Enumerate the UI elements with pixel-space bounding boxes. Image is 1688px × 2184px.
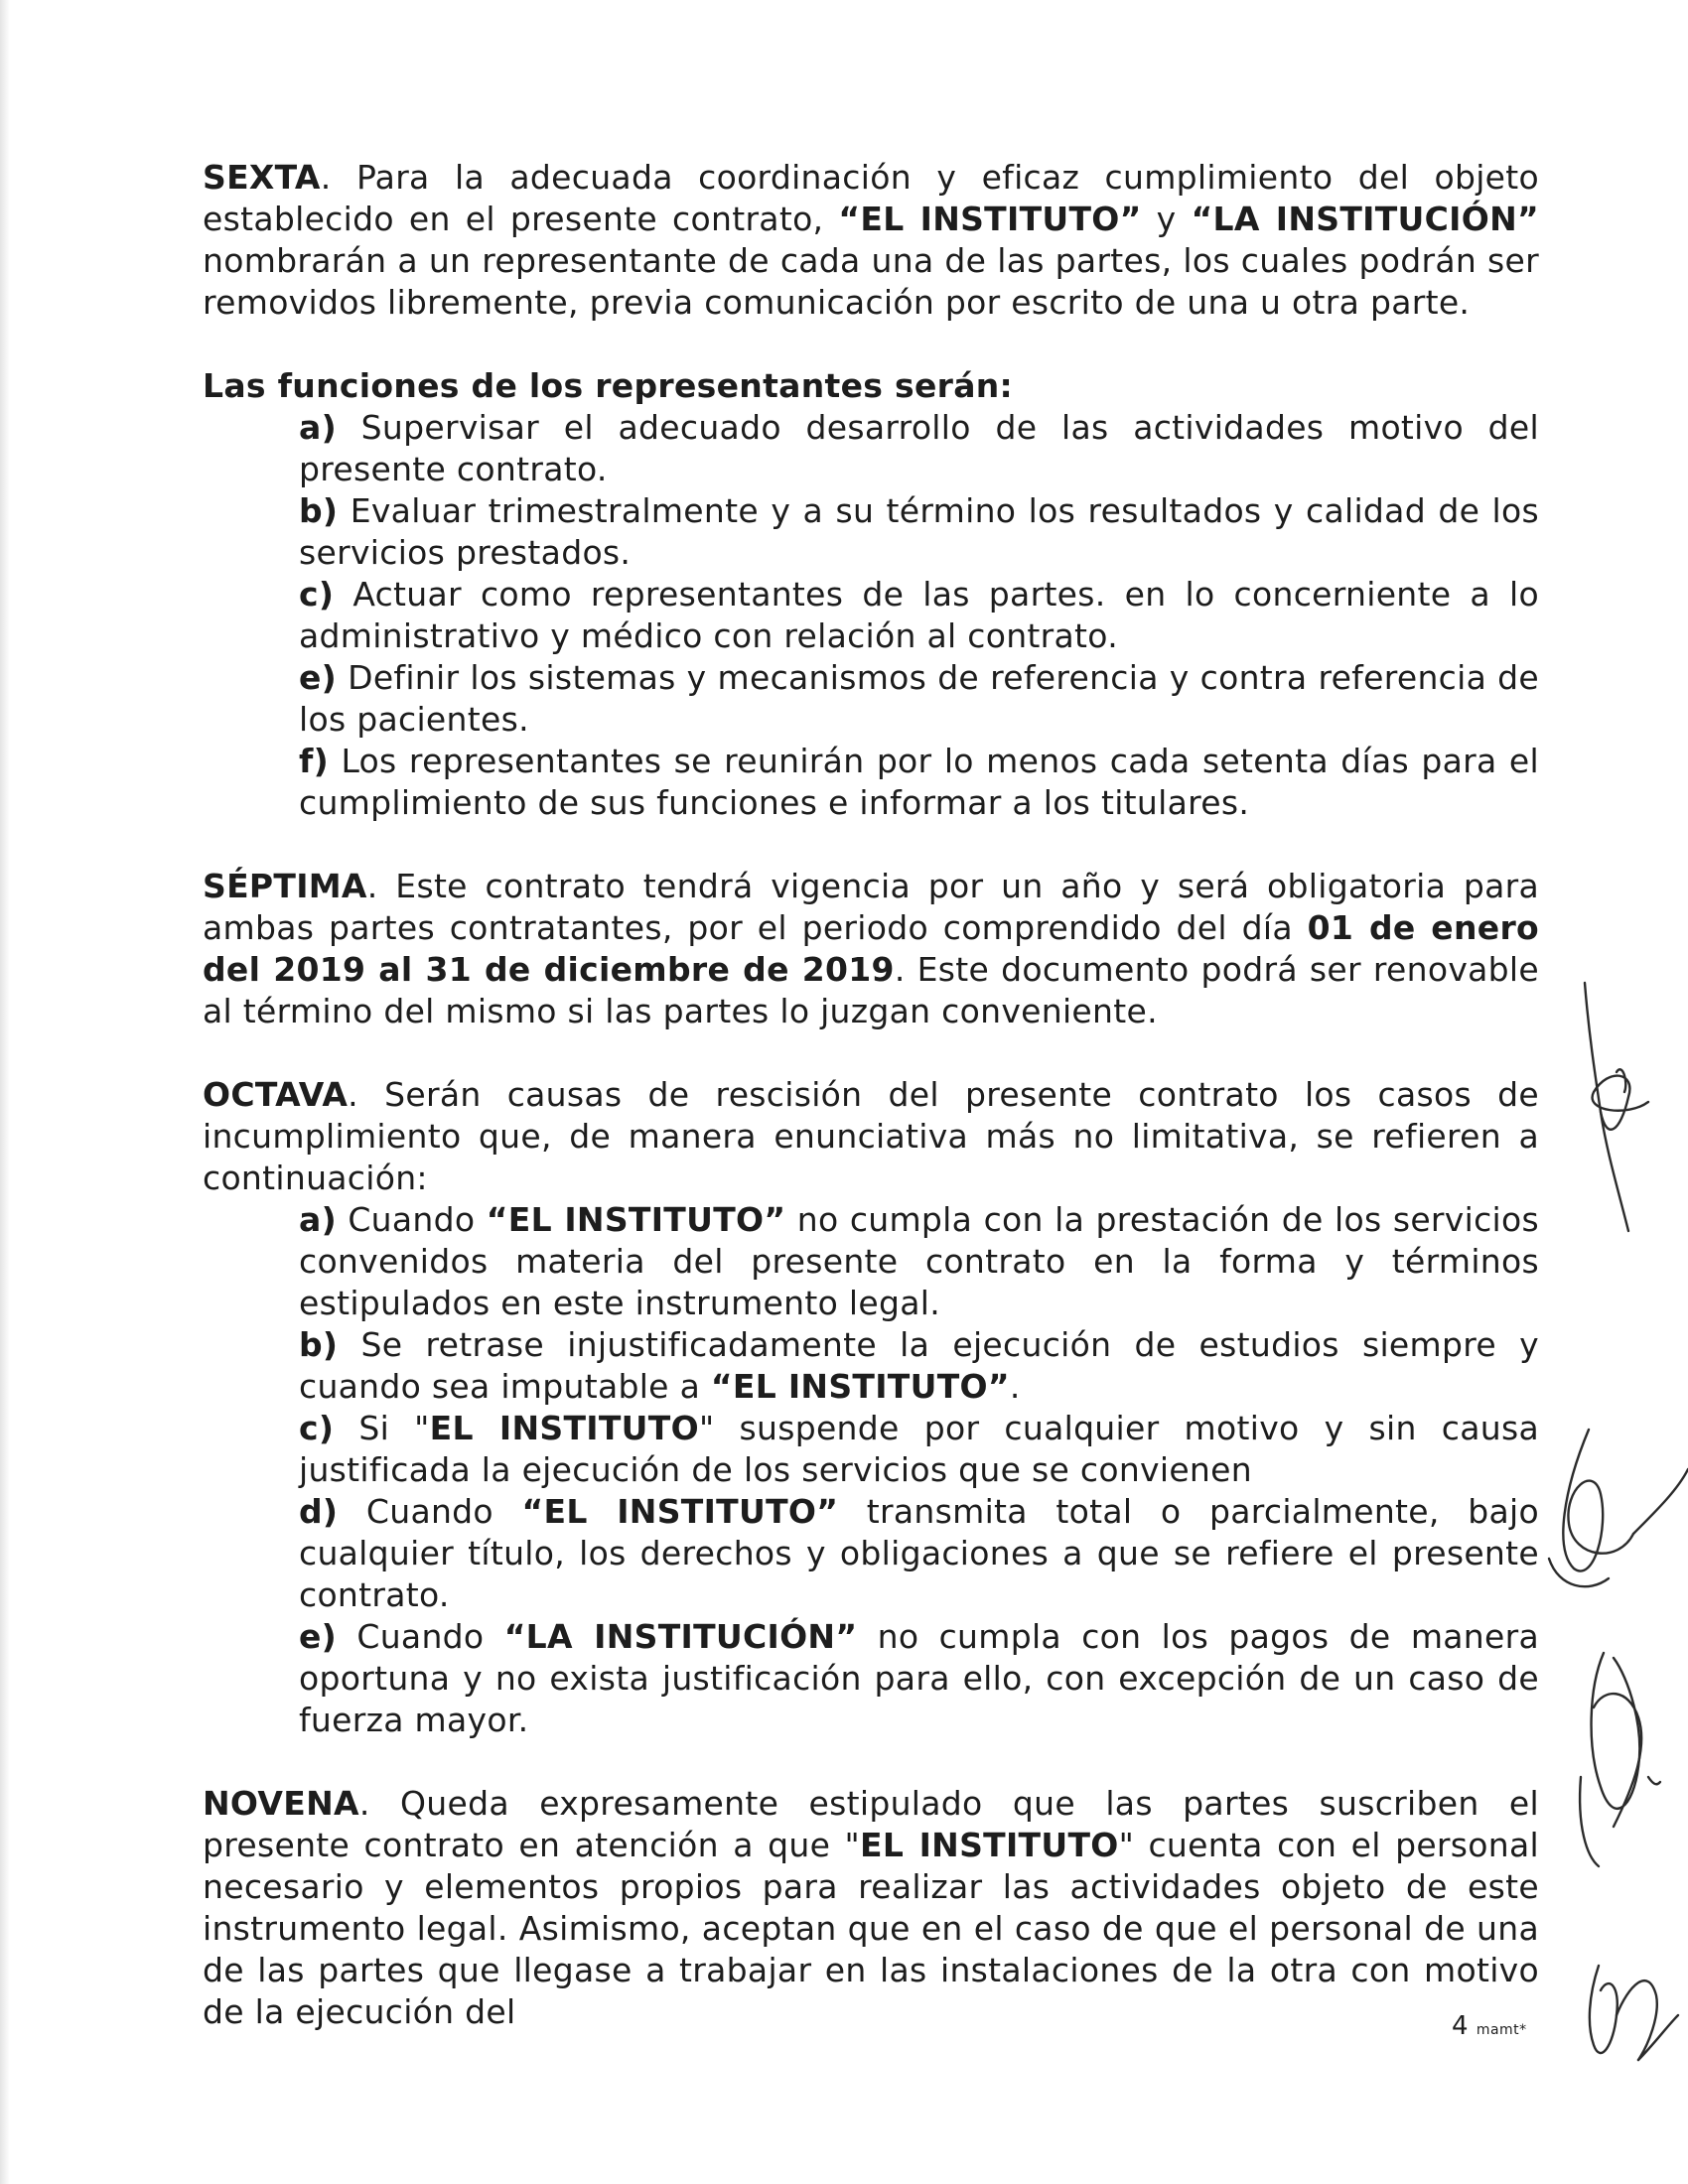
clause-label: NOVENA	[203, 1784, 359, 1823]
clause-label: OCTAVA	[203, 1075, 349, 1114]
clause-label: SEXTA	[203, 158, 321, 197]
item-letter: c)	[299, 1409, 335, 1447]
item-text: Se retrase injustificadamente la ejecución de estudios siempre y cuando sea imputable a	[299, 1325, 1539, 1406]
party-name: “LA INSTITUCIÓN”	[1191, 200, 1539, 238]
clause-label: SÉPTIMA	[203, 867, 367, 905]
list-item	[299, 407, 1539, 490]
list-item	[299, 574, 1539, 657]
item-text: Definir los sistemas y mecanismos de referencia y contra referencia de los pacientes.	[299, 658, 1539, 739]
item-text: Cuando	[336, 1200, 487, 1239]
clause-text: . Para la adecuada coordinación y eficaz cumplimiento del objeto establecido en el presente contrato,	[203, 158, 1539, 238]
item-text: Actuar como representantes de las partes. en lo concerniente a lo administrativo y médico con relación al contrato.	[299, 575, 1539, 655]
item-text: Los representantes se reunirán por lo menos cada setenta días para el cumplimiento de sus funciones e informar a los titulares.	[299, 742, 1539, 822]
section-heading: Las funciones de los representantes serán:	[203, 366, 1014, 405]
clause-text: . Queda expresamente estipulado que las partes suscriben el presente contrato en atención a que "	[203, 1784, 1539, 1864]
item-text: Evaluar trimestralmente y a su término los resultados y calidad de los servicios prestados.	[299, 491, 1539, 572]
list-item	[299, 741, 1539, 824]
party-name: “EL INSTITUTO”	[710, 1367, 1010, 1406]
list-item	[299, 490, 1539, 574]
item-text: Cuando	[337, 1617, 504, 1656]
list-item	[299, 1199, 1539, 1324]
list-item	[299, 1408, 1539, 1491]
list-item	[299, 1616, 1539, 1741]
party-name: “LA INSTITUCIÓN”	[503, 1617, 858, 1656]
item-text: no cumpla con la prestación de los servicios convenidos materia del presente contrato en la forma y términos estipulados en este instrumento legal.	[299, 1200, 1539, 1322]
clause-text: . Serán causas de rescisión del presente contrato los casos de incumplimiento que, de manera enunciativa más no limitativa, se refieren a continuación:	[203, 1075, 1539, 1197]
signature-4	[1590, 1966, 1678, 2060]
clause-octava	[203, 1074, 1539, 1199]
item-letter: e)	[299, 1617, 338, 1656]
item-letter: e)	[299, 658, 338, 697]
clause-text: . Este documento podrá ser renovable al término del mismo si las partes lo juzgan conveniente.	[203, 950, 1539, 1030]
item-letter: f)	[299, 742, 330, 780]
item-letter: b)	[299, 1325, 339, 1364]
clause-text: y	[1141, 200, 1192, 238]
item-text: transmita total o parcialmente, bajo cualquier título, los derechos y obligaciones a que se refiere el presente contrato.	[299, 1492, 1539, 1614]
signature-2	[1549, 1430, 1688, 1586]
clause-text: " cuenta con el personal necesario y elementos propios para realizar las actividades objeto de este instrumento legal. Asimismo, aceptan que en el caso de que el personal de una de las partes que llegase a trabajar en las instalaciones de la otra con motivo de la ejecución del	[203, 1826, 1539, 2031]
page-number: 4	[1452, 2011, 1469, 2041]
clause-text: nombrarán a un representante de cada una de las partes, los cuales podrán ser removidos libremente, previa comunicación por escrito de una u otra parte.	[203, 241, 1539, 322]
clause-novena	[203, 1783, 1539, 2033]
list-item	[299, 657, 1539, 741]
signature-1	[1585, 983, 1648, 1231]
page-footer	[1452, 2011, 1527, 2045]
party-name: “EL INSTITUTO”	[838, 200, 1142, 238]
clause-septima	[203, 866, 1539, 1032]
scan-edge-shadow	[0, 0, 10, 2184]
list-item	[299, 1491, 1539, 1616]
item-letter: a)	[299, 408, 337, 447]
list-item	[299, 1324, 1539, 1408]
party-name: “EL INSTITUTO”	[521, 1492, 839, 1531]
item-letter: a)	[299, 1200, 337, 1239]
item-text: " suspende por cualquier motivo y sin causa justificada la ejecución de los servicios que se convienen	[299, 1409, 1540, 1489]
item-letter: c)	[299, 575, 335, 614]
party-name: “EL INSTITUTO”	[486, 1200, 786, 1239]
footer-initials: mamt*	[1476, 2022, 1527, 2038]
signature-3	[1580, 1653, 1660, 1866]
item-text: Cuando	[338, 1492, 522, 1531]
item-text: Supervisar el adecuado desarrollo de las actividades motivo del presente contrato.	[299, 408, 1539, 488]
date-range: 01 de enero del 2019 al 31 de diciembre de 2019	[203, 908, 1540, 989]
clause-text: . Este contrato tendrá vigencia por un año y será obligatoria para ambas partes contratantes, por el periodo comprendido del día	[203, 867, 1539, 947]
document-body	[203, 157, 1539, 2033]
party-name: EL INSTITUTO	[429, 1409, 699, 1447]
party-name: EL INSTITUTO	[860, 1826, 1119, 1864]
item-text: .	[1009, 1367, 1021, 1406]
item-letter: b)	[299, 491, 339, 530]
clause-sexta	[203, 157, 1539, 324]
item-text: Si "	[334, 1409, 430, 1447]
item-text: no cumpla con los pagos de manera oportuna y no exista justificación para ello, con excepción de un caso de fuerza mayor.	[299, 1617, 1539, 1739]
item-letter: d)	[299, 1492, 339, 1531]
